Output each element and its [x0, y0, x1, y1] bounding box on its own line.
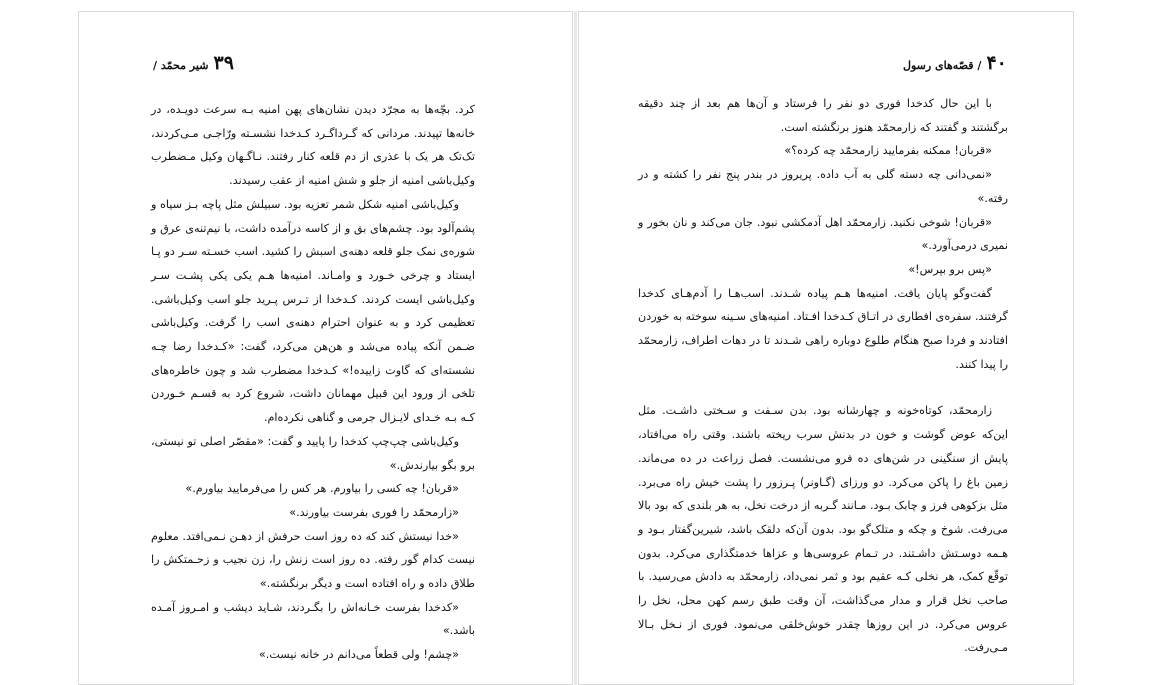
paragraph: وکیل‌باشی امنیه شکل شمر تعزیه بود. سبیلش مثل پاچه بـز سیاه و پشم‌آلود بود. چشم‌های بق و از کاسه درآمده داشت، با نیم‌تنه‌ی عرق و شوره‌ی نمک جلو قلعه دهنه‌ی اسبش را کشید. اسب خسـته سـر دو پـا ایستاد و چرخی خـورد و وامـاند. امنیه‌ها هـم یکی یکی پشـت سـر وکیل‌باشی ایست کردند. کـدخدا از تـرس پـرید جلو اسب وکیل‌باشی. تعظیمی کرد و به عنوان احترام دهنه‌ی اسب را گرفت. وکیل‌باشی ضـمن آنکه پیاده می‌شد و هن‌هن می‌کرد، گفت: «کـدخدا رضا چـه نشسته‌ای که گاوت زاییده!» کـدخدا مضطرب شد و چون خاطره‌های تلخی از ورود این قبیل مهمانان داشت، شروع کرد به قسـم خـوردن کـه بـه خـدای لایـزال جرمی و گناهی نکرده‌ام.: [151, 197, 475, 425]
book-page-40: [578, 11, 1074, 685]
paragraph: وکیل‌باشی چپ‌چپ کدخدا را پایید و گفت: «مقصّر اصلی تو نیستی، برو بگو بیارندش.»: [151, 434, 475, 472]
page-number: ۳۹: [213, 52, 234, 74]
paragraph: «کدخدا بفرست خـانه‌اش را بگـردند، شـاید دیشب و امـروز آمـده باشد.»: [151, 600, 475, 638]
paragraph: زارمحمّد، کوتاه‌خونه و چهارشانه بود. بدن سـفت و سـختی داشـت. مثل این‌که عوض گوشت و خون در بدنش سرب ریخته باشند. وقتی راه می‌افتاد، پایش از سنگینی در شن‌های ده فرو می‌نشست. فصل زراعت در ده می‌ماند. زمین باغ را پاکن می‌کرد. دو ورزای (گـاونر) پـرزور را پشت خیش راه می‌برد. مثل بزکوهی فرز و چابک بـود. مـانند گـربه از درخت نخل، به هر بلندی که بود بالا می‌رفت. شوخ و چکه و متلک‌گو بود. بدون آن‌که دلقک باشد، شیرین‌گفتار بـود و هـمه دوسـتش داشـتند. در تـمام عروسی‌ها و عزاها خدمتگذاری می‌کرد. بدون توقّع کمک، هر نخلی کـه عقیم بود و ثمر نمی‌داد، زارمحمّد به دادش می‌رسید. با صاحب نخل قرار و مدار می‌گذاشت، آن وقت طبق رسم کهن محل، نخل را عروس می‌کرد. در این روزها چقدر خوش‌خلقی می‌نمود. فوری از نـخل بـالا مـی‌رفت.: [638, 404, 1008, 655]
page-header: [903, 52, 1053, 76]
paragraph: کرد. بچّه‌ها به مجرّد دیدن نشان‌های پهن امنیه بـه سرعت دویـده، در خانه‌ها تپیدند. مردانی که گـرداگـرد کـدخدا نشسـته ورّاجـی مـی‌کردند، تک‌تک هر یک با عذری از دم قلعه کنار رفتند. نـاگـهان وکیل مـضطرب وکیل‌باشی امنیه از جلو و شش امنیه از عقب رسیدند.: [151, 103, 475, 188]
page-gutter: [574, 11, 577, 685]
paragraph: «قربان! شوخی نکنید. زارمحمّد اهل آدمکشی نبود. جان می‌کند و نان بخور و نمیری درمی‌آورد.»: [638, 215, 1008, 253]
paragraph: با این حال کدخدا فوری دو نفر را فرستاد و آن‌ها هم بعد از چند دقیقه برگشتند و گفتند که زارمحمّد هنوز برنگشته است.: [638, 97, 1008, 134]
paragraph: «قربان! چه کسی را بیاورم. هر کس را می‌فرمایید بیاورم.»: [185, 482, 459, 496]
paragraph: «پس برو بپرس!»: [908, 262, 992, 276]
book-page-39: [78, 11, 573, 685]
page-number: ۴۰: [986, 52, 1007, 74]
paragraph: «نمی‌دانی چه دسته گلی به آب داده. پریروز در بندر پنج نفر را کشته و در رفته.»: [638, 168, 1008, 205]
running-title: شیر محمّد /: [153, 59, 209, 72]
page-body-text: [151, 98, 475, 667]
page-header: [153, 52, 305, 76]
paragraph: «چشم! ولی قطعاً می‌دانم در خانه نیست.»: [258, 648, 459, 662]
paragraph: «زارمحمّد را فوری بفرست بیاورند.»: [289, 505, 459, 519]
paragraph: «قربان! ممکنه بفرمایید زارمحمّد چه کرده؟»: [784, 144, 992, 158]
paragraph: «خدا نیستش کند که ده روز است حرفش از دهـن نـمی‌افتد. معلوم نیست کدام گور رفته. ده روز است زنش را، زن نجیب و زحـمتکش را طلاق داده و راه افتاده است و دیگر برنگشته.»: [151, 529, 475, 591]
paragraph: گفت‌وگو پایان یافت. امنیه‌ها هـم پیاده شـدند. اسب‌هـا را آدم‌هـای کدخدا گرفتند. سفره‌ی افطاری در اتـاق کـدخدا افـتاد. امنیه‌های سـینه سوخته به خوردن افتادند و فردا صبح هنگام طلوع دوباره راهی شـدند تا در دهات اطراف، زارمحمّد را پیدا کنند.: [638, 286, 1008, 371]
page-body-text: [638, 92, 1008, 660]
running-title: / قصّه‌های رسول: [903, 59, 982, 72]
